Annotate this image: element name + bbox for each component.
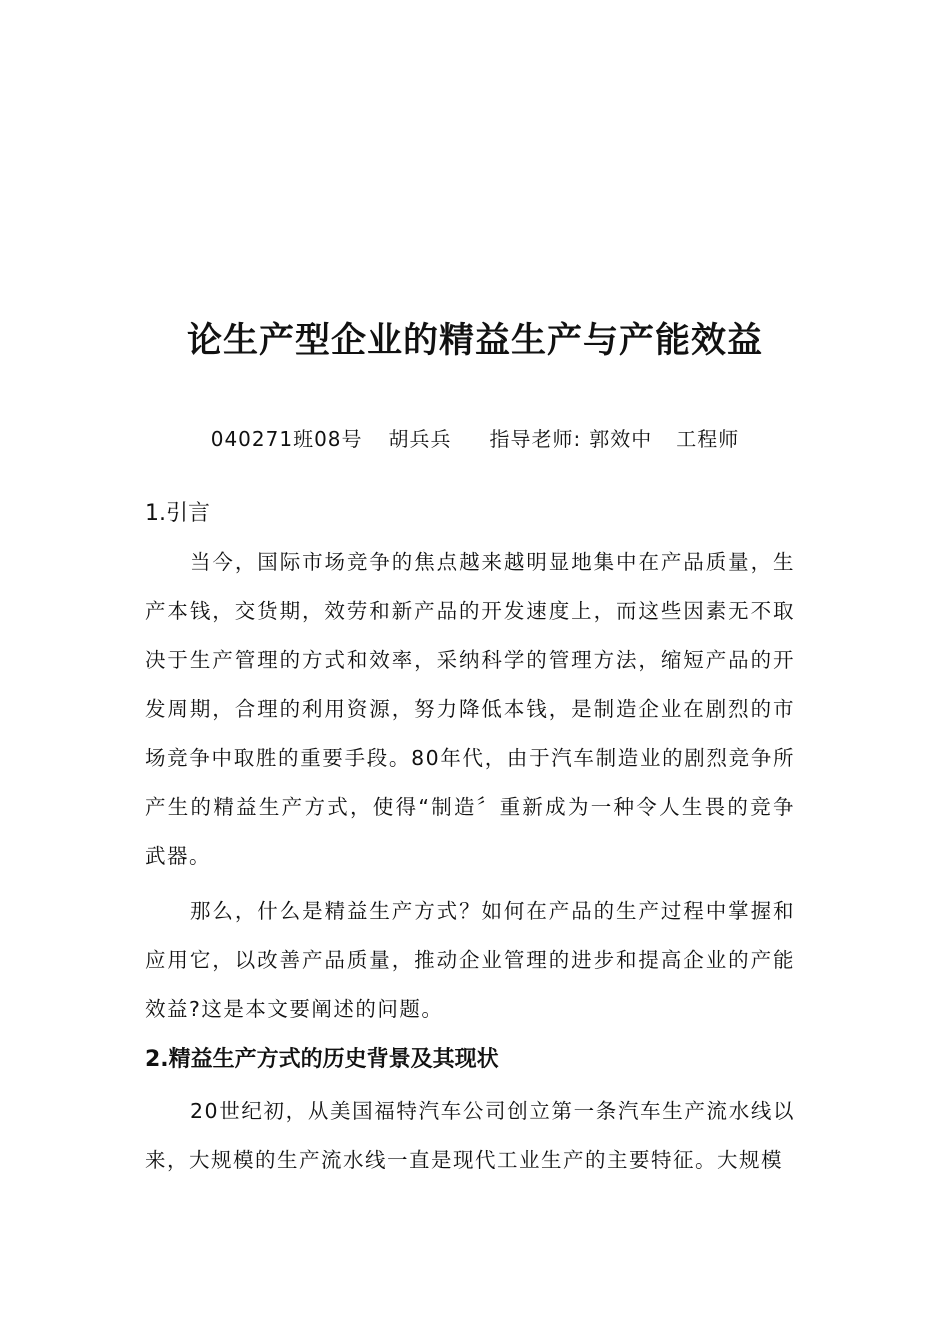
- document-title: 论生产型企业的精益生产与产能效益: [186, 321, 763, 361]
- author-byline: [0, 425, 950, 453]
- class-number: 040271班08号: [210, 427, 363, 451]
- body-paragraph: 那么，什么是精益生产方式？如何在产品的生产过程中掌握和应用它，以改善产品质量，推动企业管理的进步和提高企业的产能效益?这是本文要阐述的问题。: [145, 899, 795, 1021]
- section-heading: 1.引言: [145, 501, 210, 526]
- section-heading: 2.精益生产方式的历史背景及其现状: [145, 1047, 499, 1072]
- body-paragraph: 20世纪初，从美国福特汽车公司创立第一条汽车生产流水线以来，大规模的生产流水线一直是现代工业生产的主要特征。大规模: [145, 1099, 795, 1172]
- advisor-name: 郭效中: [589, 427, 653, 451]
- author-name: 胡兵兵: [388, 427, 452, 451]
- body-paragraph: 当今，国际市场竞争的焦点越来越明显地集中在产品质量，生产本钱，交货期，效劳和新产品的开发速度上，而这些因素无不取决于生产管理的方式和效率，采纳科学的管理方法，缩短产品的开发周期，合理的利用资源，努力降低本钱，是制造企业在剧烈的市场竞争中取胜的重要手段。80年代，由于汽车制造业的剧烈竞争所产生的精益生产方式，使得“制造〞重新成为一种令人生畏的竞争武器。: [145, 550, 795, 868]
- advisor-title: 工程师: [676, 427, 740, 451]
- advisor-label: 指导老师:: [489, 427, 582, 451]
